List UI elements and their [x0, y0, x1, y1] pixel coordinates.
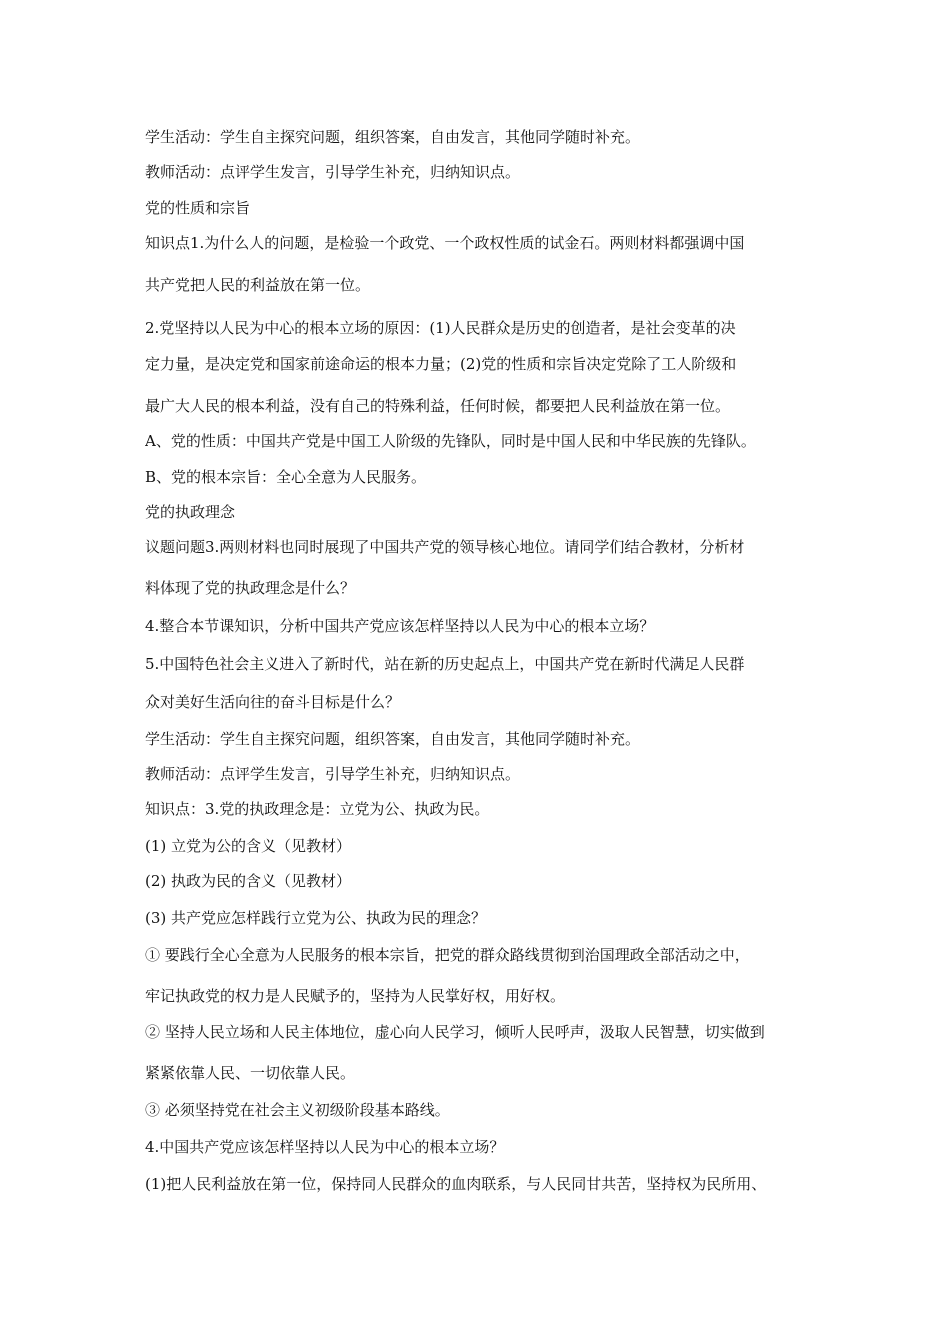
text-line: 定力量，是决定党和国家前途命运的根本力量；(2)党的性质和宗旨决定党除了工人阶级和 — [145, 355, 737, 373]
text-line: 学生活动：学生自主探究问题，组织答案，自由发言，其他同学随时补充。 — [145, 730, 641, 748]
text-line: (1) 立党为公的含义（见教材） — [145, 837, 352, 855]
text-line: 知识点：3.党的执政理念是：立党为公、执政为民。 — [145, 800, 490, 818]
text-line: 共产党把人民的利益放在第一位。 — [145, 276, 371, 294]
text-line: 众对美好生活向往的奋斗目标是什么？ — [145, 693, 401, 711]
text-line: 牢记执政党的权力是人民赋予的，坚持为人民掌好权，用好权。 — [145, 987, 566, 1005]
text-line: 料体现了党的执政理念是什么？ — [145, 579, 356, 597]
section-heading: 党的执政理念 — [145, 503, 236, 521]
text-line: 最广大人民的根本利益，没有自己的特殊利益，任何时候，都要把人民利益放在第一位。 — [145, 397, 731, 415]
text-line: ① 要践行全心全意为人民服务的根本宗旨，把党的群众路线贯彻到治国理政全部活动之中， — [145, 946, 750, 964]
text-line: ③ 必须坚持党在社会主义初级阶段基本路线。 — [145, 1101, 450, 1119]
text-line: A、党的性质：中国共产党是中国工人阶级的先锋队，同时是中国人民和中华民族的先锋队。 — [145, 432, 756, 450]
text-line: 5.中国特色社会主义进入了新时代，站在新的历史起点上，中国共产党在新时代满足人民群 — [145, 655, 745, 673]
text-line: 教师活动：点评学生发言，引导学生补充，归纳知识点。 — [145, 163, 521, 181]
section-heading: 党的性质和宗旨 — [145, 199, 251, 217]
text-line: 4.中国共产党应该怎样坚持以人民为中心的根本立场？ — [145, 1138, 505, 1156]
text-line: (2) 执政为民的含义（见教材） — [145, 872, 352, 890]
text-line: (3) 共产党应怎样践行立党为公、执政为民的理念？ — [145, 909, 487, 927]
text-line: 紧紧依靠人民、一切依靠人民。 — [145, 1064, 356, 1082]
text-line: 议题问题3.两则材料也同时展现了中国共产党的领导核心地位。请同学们结合教材，分析材 — [145, 538, 745, 556]
text-line: 2.党坚持以人民为中心的根本立场的原因：(1)人民群众是历史的创造者，是社会变革的决 — [145, 319, 736, 337]
text-line: B、党的根本宗旨：全心全意为人民服务。 — [145, 468, 427, 486]
text-line: ② 坚持人民立场和人民主体地位，虚心向人民学习，倾听人民呼声，汲取人民智慧，切实做到 — [145, 1023, 765, 1041]
text-line: 学生活动：学生自主探究问题，组织答案，自由发言，其他同学随时补充。 — [145, 128, 641, 146]
text-line: 知识点1.为什么人的问题，是检验一个政党、一个政权性质的试金石。两则材料都强调中国 — [145, 234, 745, 252]
text-line: 教师活动：点评学生发言，引导学生补充，归纳知识点。 — [145, 765, 521, 783]
text-line: 4.整合本节课知识，分析中国共产党应该怎样坚持以人民为中心的根本立场？ — [145, 617, 655, 635]
text-line: (1)把人民利益放在第一位，保持同人民群众的血肉联系，与人民同甘共苦，坚持权为民所用、 — [145, 1175, 767, 1193]
